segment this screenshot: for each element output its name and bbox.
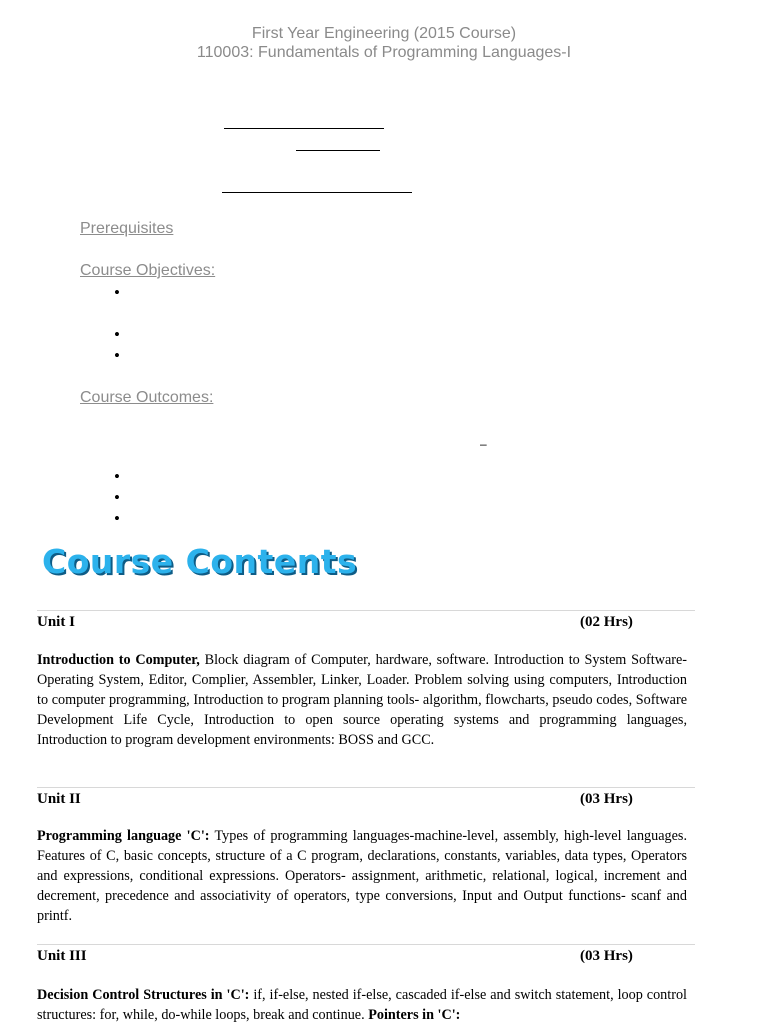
objective-bullet: • <box>114 346 120 365</box>
objective-bullet: • <box>114 325 120 344</box>
unit-lead-secondary: Pointers in 'C': <box>368 1007 461 1023</box>
course-year-line: First Year Engineering (2015 Course) <box>251 25 517 42</box>
unit-header <box>37 610 695 630</box>
unit-body: Block diagram of Computer, hardware, software. Introduction to System Software- Operating System, Editor, Complier, Assembler, Linker, Loader. Problem solving using computers, Introduction to computer programming, Introduction to program planning tools- algorithm, flowcharts, pseudo codes, Software Development Life Cycle, Introduction to open source operating systems and programming languages, Introduction to program development environments: BOSS and GCC. <box>37 652 688 748</box>
outcome-bullet: • <box>114 488 120 507</box>
unit-lead: Introduction to Computer, <box>37 652 200 668</box>
unit-lead: Programming language 'C': <box>37 828 210 844</box>
unit-hours: (03 Hrs) <box>580 791 633 807</box>
prerequisites-heading: Prerequisites <box>80 220 174 237</box>
unit-lead: Decision Control Structures in 'C': <box>37 987 250 1003</box>
course-code-line: 110003: Fundamentals of Programming Languages-I <box>196 44 572 61</box>
unit-description <box>37 826 687 926</box>
course-objectives-heading: Course Objectives: <box>80 262 216 279</box>
unit-name: Unit I <box>37 614 75 630</box>
unit-name: Unit II <box>37 791 81 807</box>
course-outcomes-heading: Course Outcomes: <box>80 389 214 406</box>
unit-body: if, if-else, nested if-else, cascaded if-else and switch statement, loop control structures: for, while, do-while loops, break and continue. <box>37 987 687 1023</box>
unit-header <box>37 944 695 964</box>
document-header <box>0 24 768 62</box>
redacted-line-3 <box>222 192 412 193</box>
unit-description <box>37 985 687 1025</box>
objective-bullet: • <box>114 283 120 302</box>
unit-hours: (02 Hrs) <box>580 614 633 630</box>
redacted-line-2 <box>296 150 380 151</box>
stray-dash: – <box>480 437 487 451</box>
unit-header <box>37 787 695 807</box>
unit-description <box>37 650 687 750</box>
course-contents-title: Course Contents <box>42 542 358 581</box>
unit-body: Types of programming languages-machine-level, assembly, high-level languages. Features of C, basic concepts, structure of a C program, declarations, constants, variables, data types, Operators and expressions, conditional expressions. Operators- assignment, arithmetic, relational, logical, increment and decrement, precedence and associativity of operators, type conversions, Input and Output functions- scanf and printf. <box>37 828 687 924</box>
outcome-bullet: • <box>114 509 120 528</box>
unit-hours: (03 Hrs) <box>580 948 633 964</box>
unit-name: Unit III <box>37 948 87 964</box>
redacted-line-1 <box>224 128 384 129</box>
outcome-bullet: • <box>114 467 120 486</box>
